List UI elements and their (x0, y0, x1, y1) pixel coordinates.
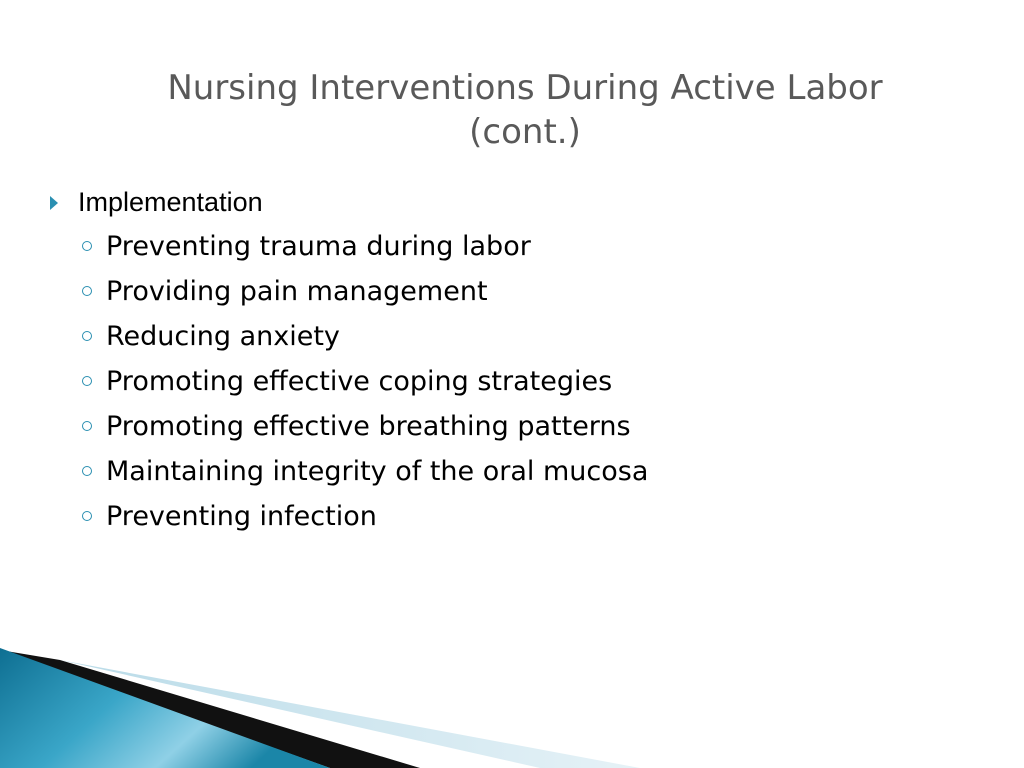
slide-title (90, 66, 960, 154)
list-item-text: Preventing infection (106, 501, 377, 532)
list-item (48, 269, 988, 314)
sub-bullet-list (48, 224, 988, 539)
triangle-bullet-icon (50, 196, 58, 210)
list-item (48, 359, 988, 404)
circle-bullet-icon (82, 241, 92, 251)
slide-content (48, 180, 988, 539)
list-item (48, 449, 988, 494)
list-item (48, 404, 988, 449)
list-item-text: Maintaining integrity of the oral mucosa (106, 456, 649, 487)
circle-bullet-icon (82, 511, 92, 521)
list-item (48, 314, 988, 359)
circle-bullet-icon (82, 376, 92, 386)
bullet-heading (48, 180, 988, 224)
dark-band (0, 650, 420, 768)
list-item-text: Reducing anxiety (106, 321, 340, 352)
teal-band (0, 648, 330, 768)
list-item (48, 224, 988, 269)
light-band (60, 660, 640, 768)
title-line-1: Nursing Interventions During Active Labor (167, 68, 883, 108)
circle-bullet-icon (82, 286, 92, 296)
circle-bullet-icon (82, 331, 92, 341)
title-line-2: (cont.) (469, 112, 581, 152)
heading-text: Implementation (78, 187, 263, 217)
list-item-text: Preventing trauma during labor (106, 231, 531, 262)
list-item-text: Providing pain management (106, 276, 488, 307)
list-item-text: Promoting effective coping strategies (106, 366, 613, 397)
circle-bullet-icon (82, 466, 92, 476)
list-item-text: Promoting effective breathing patterns (106, 411, 631, 442)
circle-bullet-icon (82, 421, 92, 431)
list-item (48, 494, 988, 539)
